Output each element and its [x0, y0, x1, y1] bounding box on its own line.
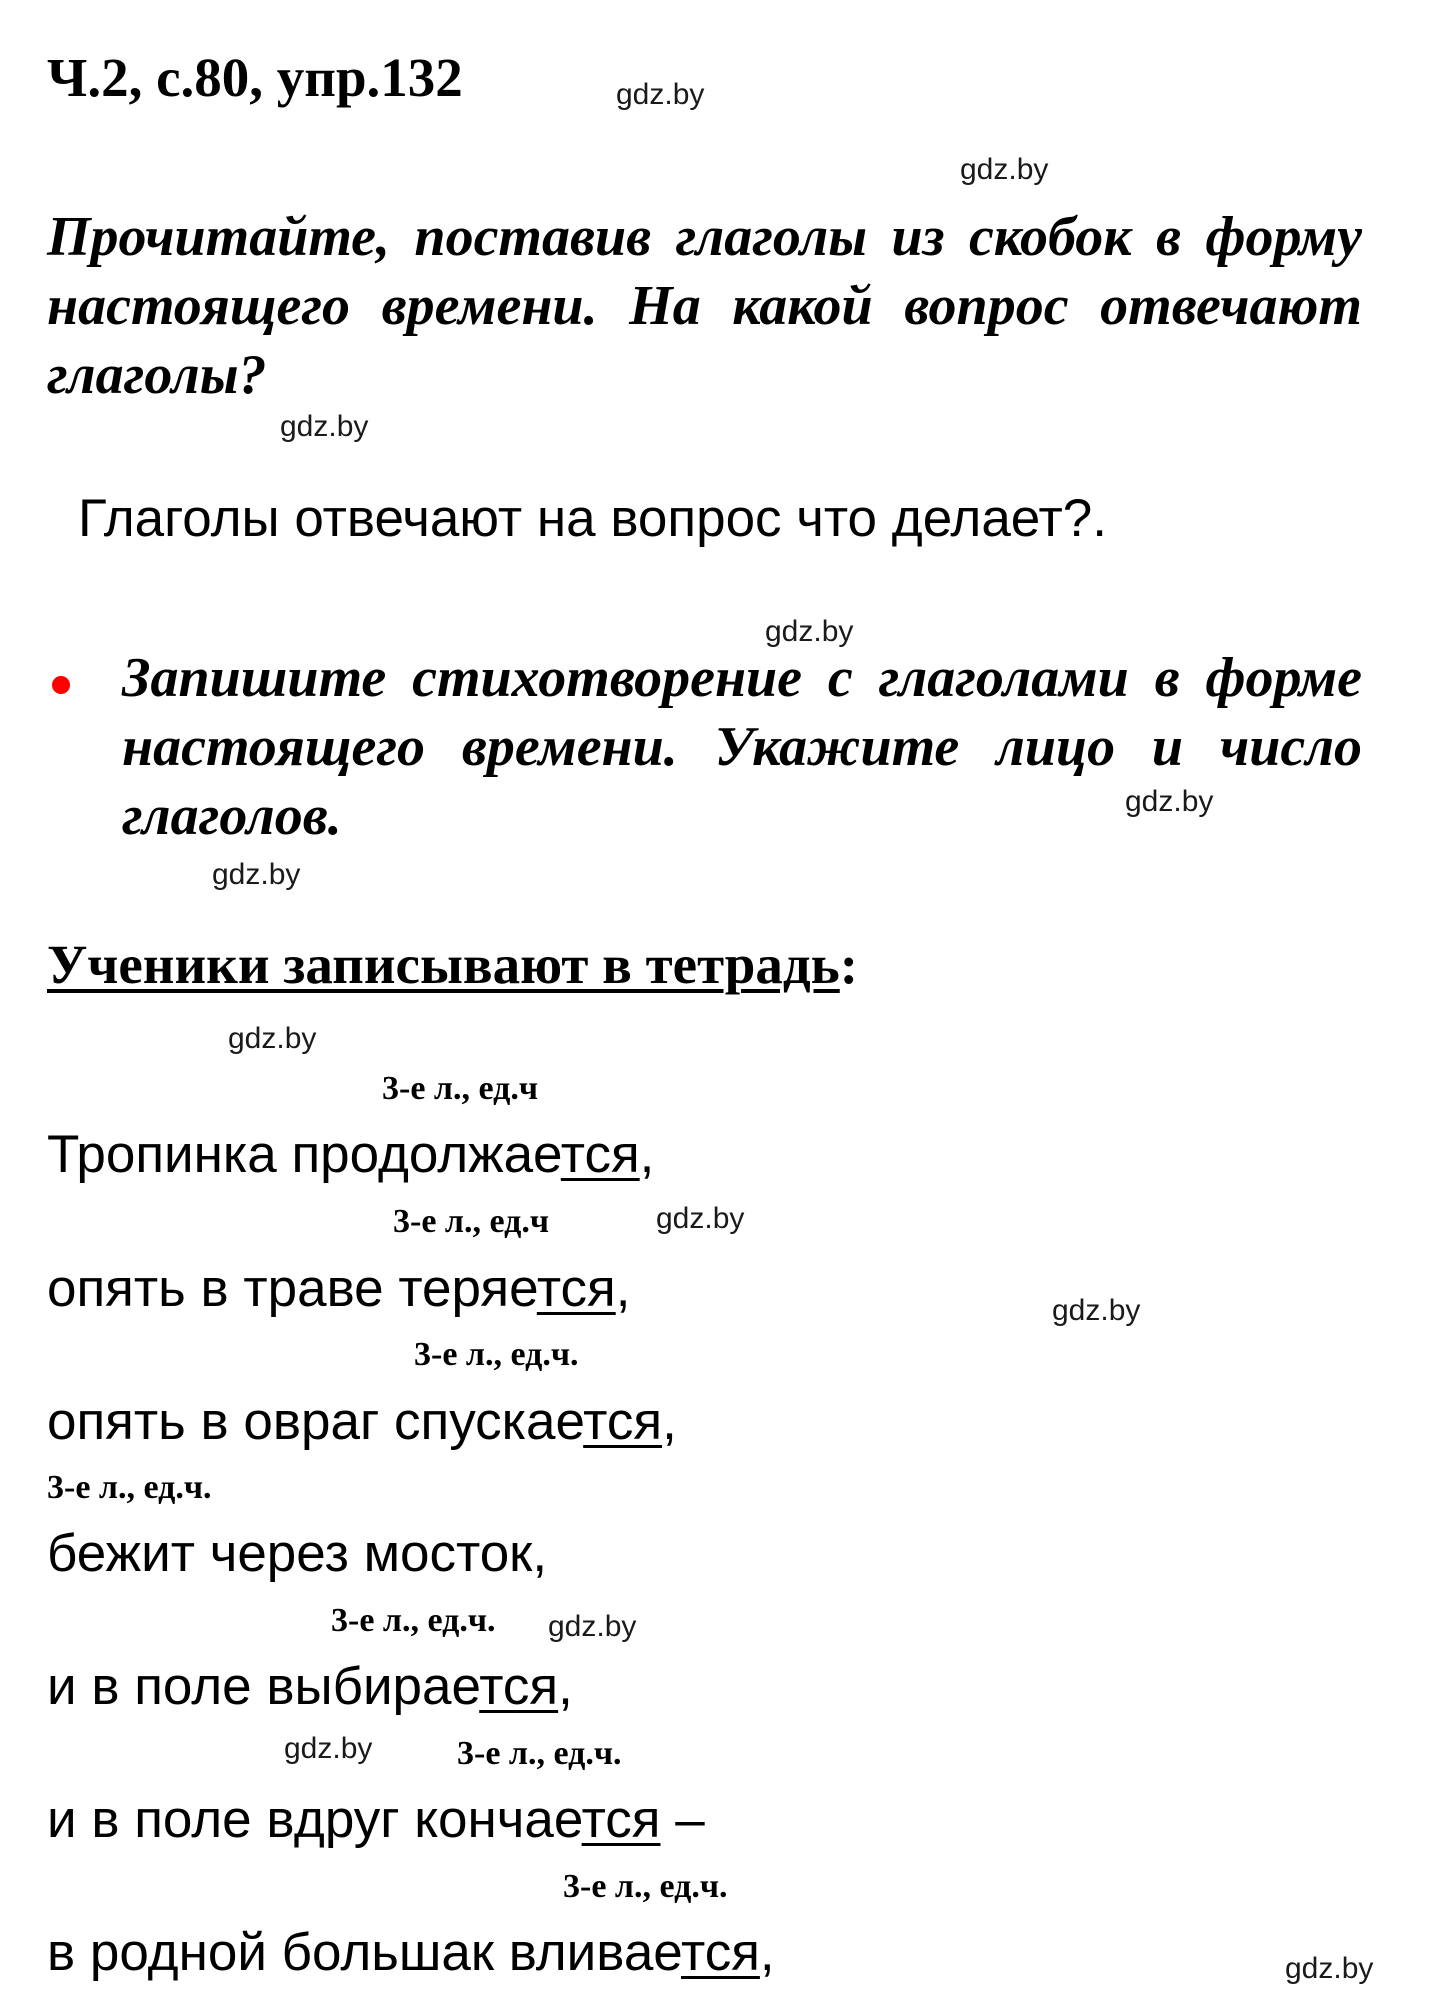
poem-line: [47, 1259, 631, 1318]
verb-suffix: тся: [479, 1657, 559, 1716]
verb-suffix: тся: [581, 1790, 661, 1849]
section-heading: [47, 934, 859, 995]
line-text: в родной большак вливае: [47, 1923, 682, 1982]
task-instruction-2: Запишите стихотворение с глаголами в форме настоящего времени. Укажите лицо и число глаголов.: [122, 647, 1362, 847]
page-title: Ч.2, с.80, упр.132: [47, 47, 463, 108]
watermark: gdz.by: [616, 78, 705, 111]
answer-text: Глаголы отвечают на вопрос что делает?.: [78, 489, 1107, 548]
verb-suffix: тся: [583, 1392, 663, 1451]
grammar-note: 3-е л., ед.ч: [393, 1203, 550, 1240]
grammar-note: 3-е л., ед.ч.: [331, 1602, 496, 1639]
line-punct: ,: [558, 1657, 573, 1716]
section-heading-text: Ученики записывают в тетрадь: [47, 934, 840, 995]
watermark: gdz.by: [228, 1022, 317, 1055]
line-punct: ,: [639, 1125, 655, 1184]
watermark: gdz.by: [1052, 1294, 1141, 1327]
line-text: опять в овраг спускае: [47, 1392, 584, 1451]
watermark: gdz.by: [960, 153, 1049, 186]
poem-line: [47, 1392, 677, 1451]
verb-suffix: тся: [681, 1923, 760, 1982]
grammar-note: 3-е л., ед.ч.: [47, 1469, 212, 1506]
line-punct: ,: [615, 1259, 631, 1318]
watermark: gdz.by: [280, 410, 369, 443]
section-heading-colon: :: [839, 934, 859, 995]
line-text: и в поле выбирае: [47, 1657, 480, 1716]
line-punct: ,: [662, 1392, 677, 1451]
grammar-note: 3-е л., ед.ч.: [457, 1735, 622, 1772]
poem-line: [47, 1125, 655, 1184]
watermark: gdz.by: [212, 858, 301, 891]
watermark: gdz.by: [656, 1202, 745, 1235]
watermark: gdz.by: [284, 1732, 373, 1765]
poem-line: [47, 1657, 573, 1716]
line-punct: ,: [759, 1923, 775, 1982]
task-instruction-1: Прочитайте, поставив глаголы из скобок в форму настоящего времени. На какой вопрос отвечают глаголы?: [47, 206, 1362, 406]
bullet-icon: [52, 676, 70, 694]
grammar-note: 3-е л., ед.ч.: [414, 1336, 579, 1373]
line-text: опять в траве теряе: [47, 1259, 537, 1318]
grammar-note: 3-е л., ед.ч.: [563, 1868, 728, 1905]
poem-line: [47, 1524, 548, 1583]
line-text: и в поле вдруг кончае: [47, 1790, 582, 1849]
line-text: бежит через мосток,: [47, 1524, 548, 1583]
watermark: gdz.by: [548, 1610, 637, 1643]
verb-suffix: тся: [536, 1259, 616, 1318]
poem-line: [47, 1790, 705, 1849]
verb-suffix: тся: [560, 1125, 640, 1184]
line-punct: –: [660, 1790, 705, 1849]
watermark: gdz.by: [765, 615, 854, 648]
watermark: gdz.by: [1285, 1952, 1374, 1985]
line-text: Тропинка продолжае: [47, 1125, 561, 1184]
grammar-note: 3-е л., ед.ч: [382, 1070, 539, 1107]
watermark: gdz.by: [1125, 785, 1214, 818]
poem-line: [47, 1923, 775, 1982]
